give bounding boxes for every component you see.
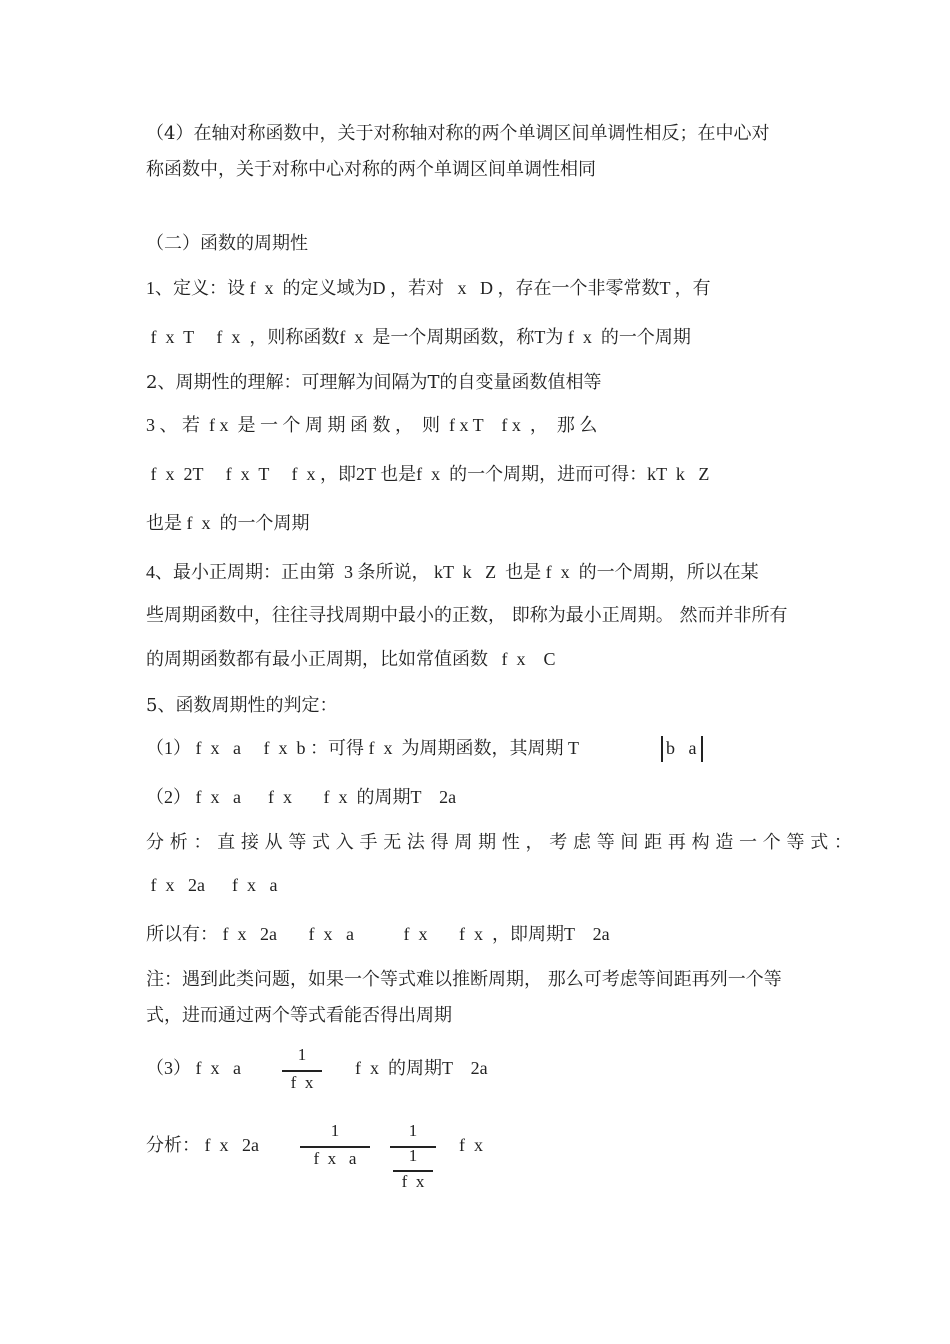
analysis-2-denominator-1: f x a	[313, 1149, 357, 1168]
judgement-3-suffix: f x 的周期T 2a	[355, 1058, 488, 1078]
min-period-line-3: 的周期函数都有最小正周期，比如常值函数 f x C	[146, 649, 556, 669]
judgement-1-abs-value: b a	[666, 738, 697, 758]
analysis-1-line-1: 分 析 ： 直 接 从 等 式 入 手 无 法 得 周 期 性 ， 考 虑 等 间 距 再 构 造 一 个 等 式 ：	[146, 832, 852, 853]
analysis-2-fraction-bar-1	[300, 1146, 370, 1148]
analysis-2-suffix: f x	[459, 1135, 483, 1155]
analysis-2-inner-numerator: 1	[408, 1146, 418, 1165]
analysis-1-line-2: f x 2a f x a	[146, 875, 278, 895]
conclusion-line: 所以有： f x 2a f x a f x f x ，即周期T 2a	[146, 924, 610, 944]
abs-bar-left	[661, 736, 663, 762]
judgement-1: （1） f x a f x b ：可得 f x 为周期函数，其周期 T	[146, 738, 593, 758]
judgement-3-fraction-bar	[282, 1070, 322, 1072]
paragraph-4-line-2: 称函数中，关于对称中心对称的两个单调区间单调性相同	[146, 159, 596, 180]
min-period-line-2: 些周期函数中，往往寻找周期中最小的正数， 即称为最小正周期。 然而并非所有	[146, 605, 788, 626]
note-line-2: 式，进而通过两个等式看能否得出周期	[146, 1005, 452, 1026]
judgement-3-numerator: 1	[297, 1045, 307, 1064]
analysis-2-prefix: 分析： f x 2a	[146, 1135, 259, 1155]
item-3-line-2: f x 2T f x T f x ，即2T 也是f x 的一个周期，进而可得：kT k Z	[146, 464, 710, 484]
analysis-2-inner-denominator: f x	[401, 1172, 425, 1191]
judgement-2: （2） f x a f x f x 的周期T 2a	[146, 787, 457, 807]
min-period-line-1: 4、最小正周期：正由第 3 条所说， kT k Z 也是 f x 的一个周期，所以在某	[146, 562, 759, 582]
item-3-line-3: 也是 f x 的一个周期	[146, 513, 310, 533]
judgement-3-denominator: f x	[290, 1073, 314, 1092]
analysis-2-numerator-2: 1	[408, 1121, 418, 1140]
understanding-line: 2、周期性的理解：可理解为间隔为T的自变量函数值相等	[146, 372, 602, 393]
note-line-1: 注：遇到此类问题，如果一个等式难以推断周期， 那么可考虑等间距再列一个等	[146, 969, 782, 990]
paragraph-4-line-1: （4）在轴对称函数中，关于对称轴对称的两个单调区间单调性相反；在中心对	[146, 123, 770, 144]
definition-line-2: f x T f x ，则称函数f x 是一个周期函数，称T为 f x 的一个周期	[146, 327, 691, 347]
definition-line-1: 1、定义：设 f x 的定义域为D ，若对 x D ，存在一个非零常数T ，有	[146, 278, 711, 298]
item-3-line-1: 3 、 若 f x 是 一 个 周 期 函 数 ， 则 f x T f x ， 那 么	[146, 415, 598, 435]
judgement-3-prefix: （3） f x a	[146, 1058, 241, 1078]
section-heading-periodicity: （二）函数的周期性	[146, 233, 308, 254]
analysis-2-numerator-1: 1	[330, 1121, 340, 1140]
abs-bar-right	[701, 736, 703, 762]
judgement-heading: 5、函数周期性的判定：	[146, 695, 338, 716]
